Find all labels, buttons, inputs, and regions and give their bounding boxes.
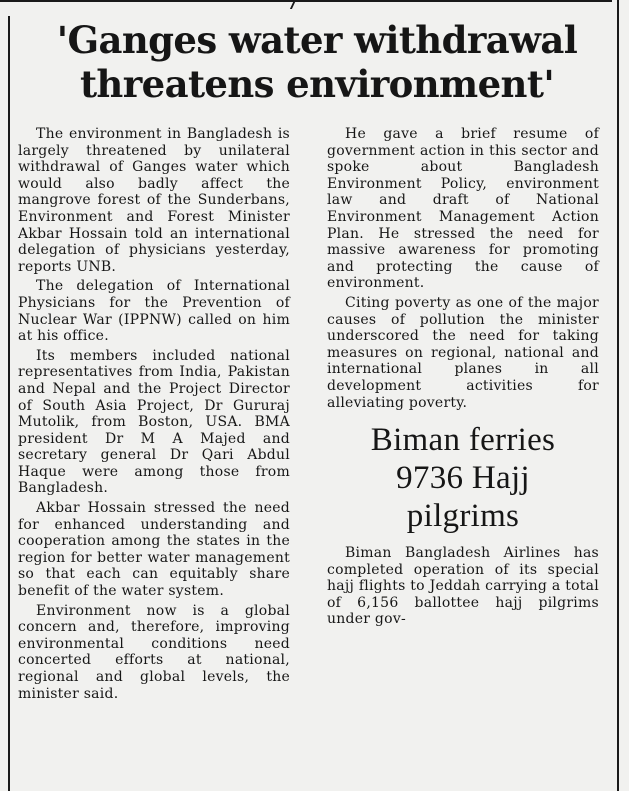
article-column-right [327, 126, 599, 631]
article-column-left [18, 126, 290, 705]
second-headline-line-3: pilgrims [406, 498, 520, 535]
second-headline-line-1: Biman ferries [370, 422, 556, 459]
article-paragraph: Its members included national representatives from India, Pakistan and Nepal and the Project Director of South Asia Project, Dr Gururaj Mutolik, from Boston, USA. BMA president Dr M A Majed and secretary general Dr Qari Abdul Haque were among those from Bangladesh. [18, 347, 290, 497]
article-paragraph: He gave a brief resume of government action in this sector and spoke about Bangladesh Environment Policy, environment law and draft of National Environment Management Action Plan. He stressed the need for massive awareness for promoting and protecting the cause of environment. [327, 126, 599, 292]
second-headline [327, 421, 599, 535]
article-paragraph: Akbar Hossain stressed the need for enhanced understanding and cooperation among the states in the region for better water management so that each can equitably share benefit of the water system. [18, 500, 290, 600]
left-column-rule [8, 16, 10, 791]
second-headline-line-2: 9736 Hajj [396, 460, 530, 497]
article-paragraph: Biman Bangladesh Airlines has completed operation of its special hajj flights to Jeddah carrying a total of 6,156 ballottee hajj pilgrims under gov- [327, 545, 599, 628]
right-column-rule [617, 0, 619, 791]
article-paragraph: The environment in Bangladesh is largely threatened by unilateral withdrawal of Ganges water which would also badly affect the mangrove forest of the Sunderbans, Environment and Forest Minister Akbar Hossain told an international delegation of physicians yesterday, reports UNB. [18, 126, 290, 275]
headline-line-1: 'Ganges water withdrawal [56, 18, 578, 62]
top-border-line [0, 0, 612, 2]
article-paragraph: The delegation of International Physicians for the Prevention of Nuclear War (IPPNW) called on him at his office. [18, 278, 290, 345]
article-paragraph: Environment now is a global concern and, therefore, improving environmental conditions need concerted efforts at national, regional and global levels, the minister said. [18, 602, 290, 702]
article-paragraph: Citing poverty as one of the major causes of pollution the minister underscored the need for taking measures on regional, national and international planes in all development activities for alleviating poverty. [327, 294, 599, 411]
headline-line-2: threatens environment' [79, 62, 555, 106]
headline [18, 18, 616, 106]
